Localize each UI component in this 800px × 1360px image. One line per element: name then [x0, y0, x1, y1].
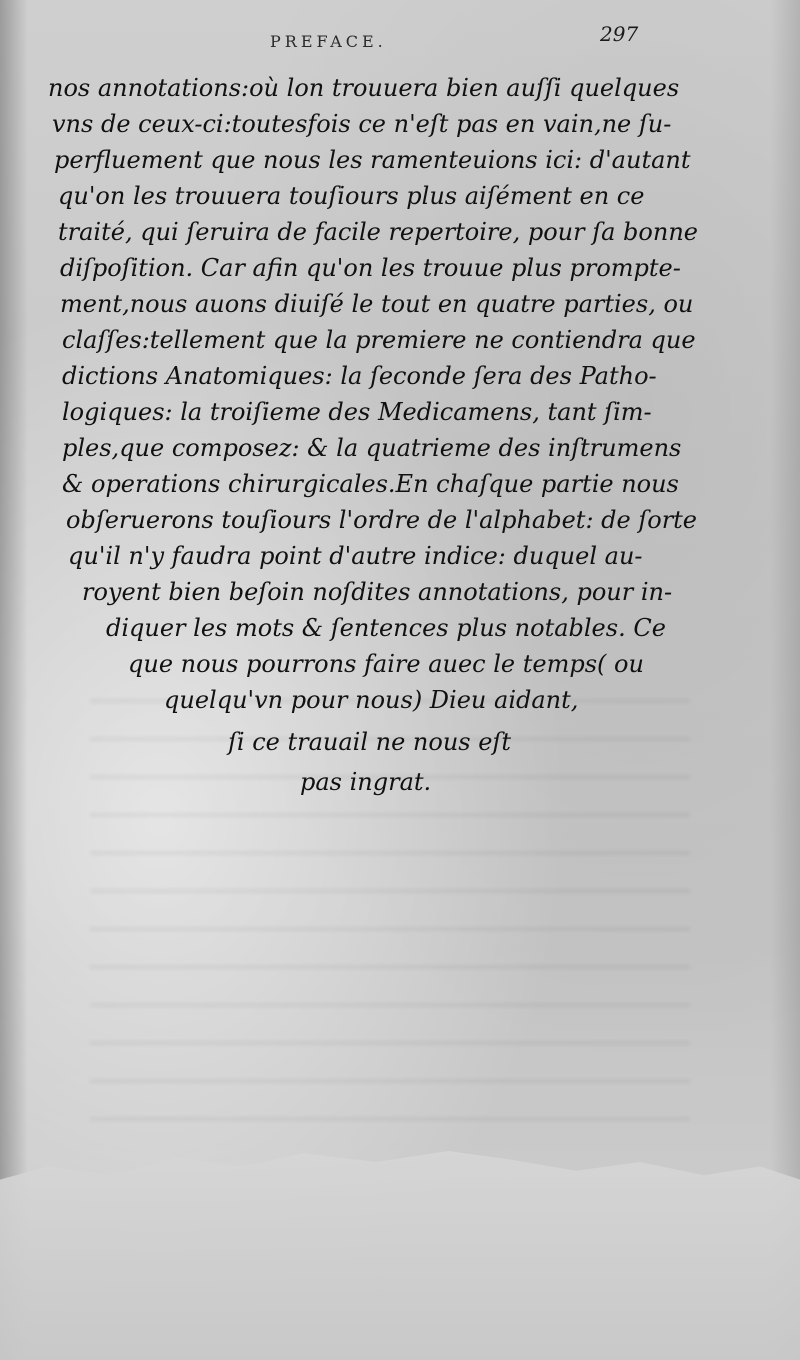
text-line: ment,nous auons diuiſé le tout en quatre parties, ou [60, 290, 694, 318]
text-line: qu'on les trouuera touſiours plus aiſément en ce [58, 182, 645, 210]
text-line: nos annotations:où lon trouuera bien auſſi quelques [48, 74, 680, 102]
text-line: royent bien beſoin noſdites annotations, pour in- [82, 578, 673, 606]
text-line: & operations chirurgicales.En chaſque partie nous [62, 470, 679, 498]
text-line: ſi ce trauail ne nous eſt [228, 728, 511, 756]
show-through-text [90, 700, 690, 1120]
text-line: perfluement que nous les ramenteuions ici: d'autant [54, 146, 691, 174]
text-line: traité, qui ſeruira de facile repertoire, pour ſa bonne [58, 218, 698, 246]
running-head: PREFACE. [270, 32, 387, 51]
text-line: que nous pourrons faire auec le temps( ou [128, 650, 644, 678]
text-line: diſpoſition. Car afin qu'on les trouue plus prompte- [60, 254, 681, 282]
page-edge-shadow [770, 0, 800, 1360]
text-line: logiques: la troiſieme des Medicamens, tant ſim- [62, 398, 652, 426]
text-line: diquer les mots & ſentences plus notables. Ce [106, 614, 666, 642]
text-line: ples,que composez: & la quatrieme des inſtrumens [62, 434, 682, 462]
text-line: pas ingrat. [300, 768, 432, 796]
text-line: vns de ceux-ci:toutesfois ce n'eſt pas en vain,ne ſu- [52, 110, 672, 138]
binding-shadow [0, 0, 28, 1360]
text-line: obſeruerons touſiours l'ordre de l'alphabet: de ſorte [66, 506, 698, 534]
text-line: qu'il n'y faudra point d'autre indice: duquel au- [68, 542, 643, 570]
text-line: claſſes:tellement que la premiere ne contiendra que [62, 326, 696, 354]
water-stain [0, 1140, 800, 1360]
text-line: quelqu'vn pour nous) Dieu aidant, [164, 686, 579, 714]
page-number: 297 [600, 22, 639, 46]
text-line: dictions Anatomiques: la ſeconde ſera des Patho- [62, 362, 657, 390]
